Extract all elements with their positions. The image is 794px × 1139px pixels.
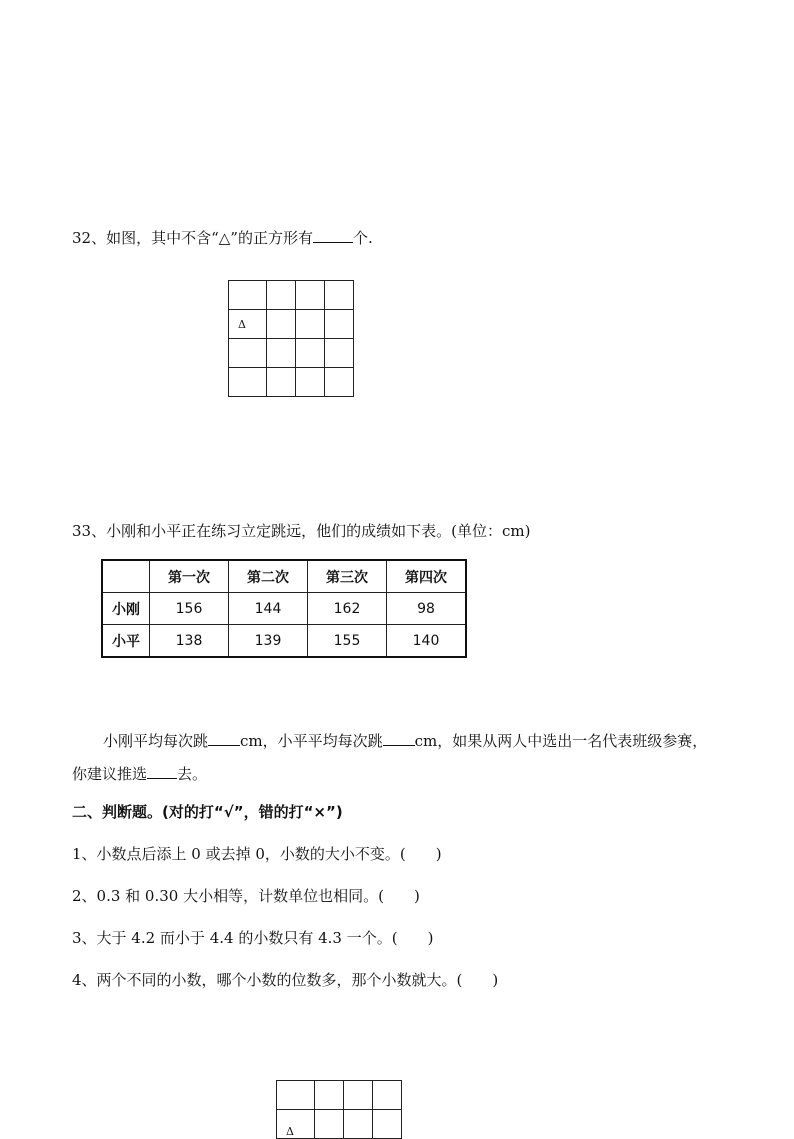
judgement-item-2: 2、0.3 和 0.30 大小相等，计数单位也相同。( ) — [72, 887, 420, 905]
grid-cell — [373, 1110, 402, 1139]
grid-cell — [296, 368, 325, 397]
grid-cell — [325, 281, 354, 310]
answer-text: cm，如果从两人中选出一名代表班级参赛， — [414, 732, 708, 750]
grid-row — [277, 1081, 402, 1110]
question-33: 33、小刚和小平正在练习立定跳远，他们的成绩如下表。(单位：cm) — [72, 522, 531, 540]
grid-cell — [229, 368, 267, 397]
answer-text: 小刚平均每次跳 — [103, 732, 209, 750]
judgement-item-4: 4、两个不同的小数，哪个小数的位数多，那个小数就大。( ) — [72, 971, 499, 989]
table-row-name: 小刚 — [102, 593, 150, 625]
table-cell: 98 — [387, 593, 467, 625]
table-cell: 162 — [308, 593, 387, 625]
grid-cell-triangle: Δ — [277, 1110, 315, 1139]
table-cell: 156 — [150, 593, 229, 625]
table-header-cell: 第三次 — [308, 560, 387, 593]
grid-cell — [325, 339, 354, 368]
judgement-item-1: 1、小数点后添上 0 或去掉 0，小数的大小不变。( ) — [72, 845, 442, 863]
table-row — [102, 625, 466, 658]
grid-cell — [296, 281, 325, 310]
question-32 — [72, 228, 373, 248]
grid-cell — [315, 1110, 344, 1139]
table-header-cell: 第四次 — [387, 560, 467, 593]
grid-cell — [325, 368, 354, 397]
table-cell: 140 — [387, 625, 467, 658]
grid-cell — [229, 339, 267, 368]
grid-cell-triangle: Δ — [229, 310, 267, 339]
answer-text: 去。 — [177, 765, 208, 783]
grid-row — [229, 339, 354, 368]
grid-cell — [267, 339, 296, 368]
question-33-answer-line-2 — [72, 764, 207, 784]
square-grid-figure — [228, 280, 354, 397]
grid-row — [229, 368, 354, 397]
grid-cell — [277, 1081, 315, 1110]
xiaogang-average-blank[interactable] — [208, 731, 240, 746]
question-32-answer-blank[interactable] — [313, 228, 353, 243]
grid-cell — [373, 1081, 402, 1110]
grid-cell — [344, 1081, 373, 1110]
answer-text: 你建议推选 — [72, 765, 148, 783]
grid-cell — [267, 281, 296, 310]
grid-cell — [267, 310, 296, 339]
recommend-blank[interactable] — [147, 764, 177, 779]
table-header-cell — [102, 560, 150, 593]
table-cell: 144 — [229, 593, 308, 625]
square-grid-figure-bottom — [276, 1080, 402, 1139]
jump-score-table — [101, 559, 467, 658]
grid-cell — [267, 368, 296, 397]
grid-row — [277, 1110, 402, 1139]
grid-row — [229, 281, 354, 310]
table-header-cell: 第二次 — [229, 560, 308, 593]
table-cell: 138 — [150, 625, 229, 658]
question-32-prefix: 32、如图，其中不含“△”的正方形有 — [72, 229, 313, 247]
judgement-item-3: 3、大于 4.2 而小于 4.4 的小数只有 4.3 一个。( ) — [72, 929, 434, 947]
grid-cell — [315, 1081, 344, 1110]
table-header-cell: 第一次 — [150, 560, 229, 593]
grid-cell — [344, 1110, 373, 1139]
table-cell: 139 — [229, 625, 308, 658]
table-header-row — [102, 560, 466, 593]
question-33-answer-line-1 — [103, 731, 707, 751]
xiaoping-average-blank[interactable] — [383, 731, 415, 746]
grid-row — [229, 310, 354, 339]
table-row-name: 小平 — [102, 625, 150, 658]
answer-text: cm，小平平均每次跳 — [240, 732, 383, 750]
question-32-suffix: 个. — [352, 229, 373, 247]
table-row — [102, 593, 466, 625]
section-2-heading: 二、判断题。(对的打“√”，错的打“×”) — [72, 803, 343, 821]
grid-cell — [296, 339, 325, 368]
grid-cell — [229, 281, 267, 310]
grid-cell — [296, 310, 325, 339]
table-cell: 155 — [308, 625, 387, 658]
grid-cell — [325, 310, 354, 339]
